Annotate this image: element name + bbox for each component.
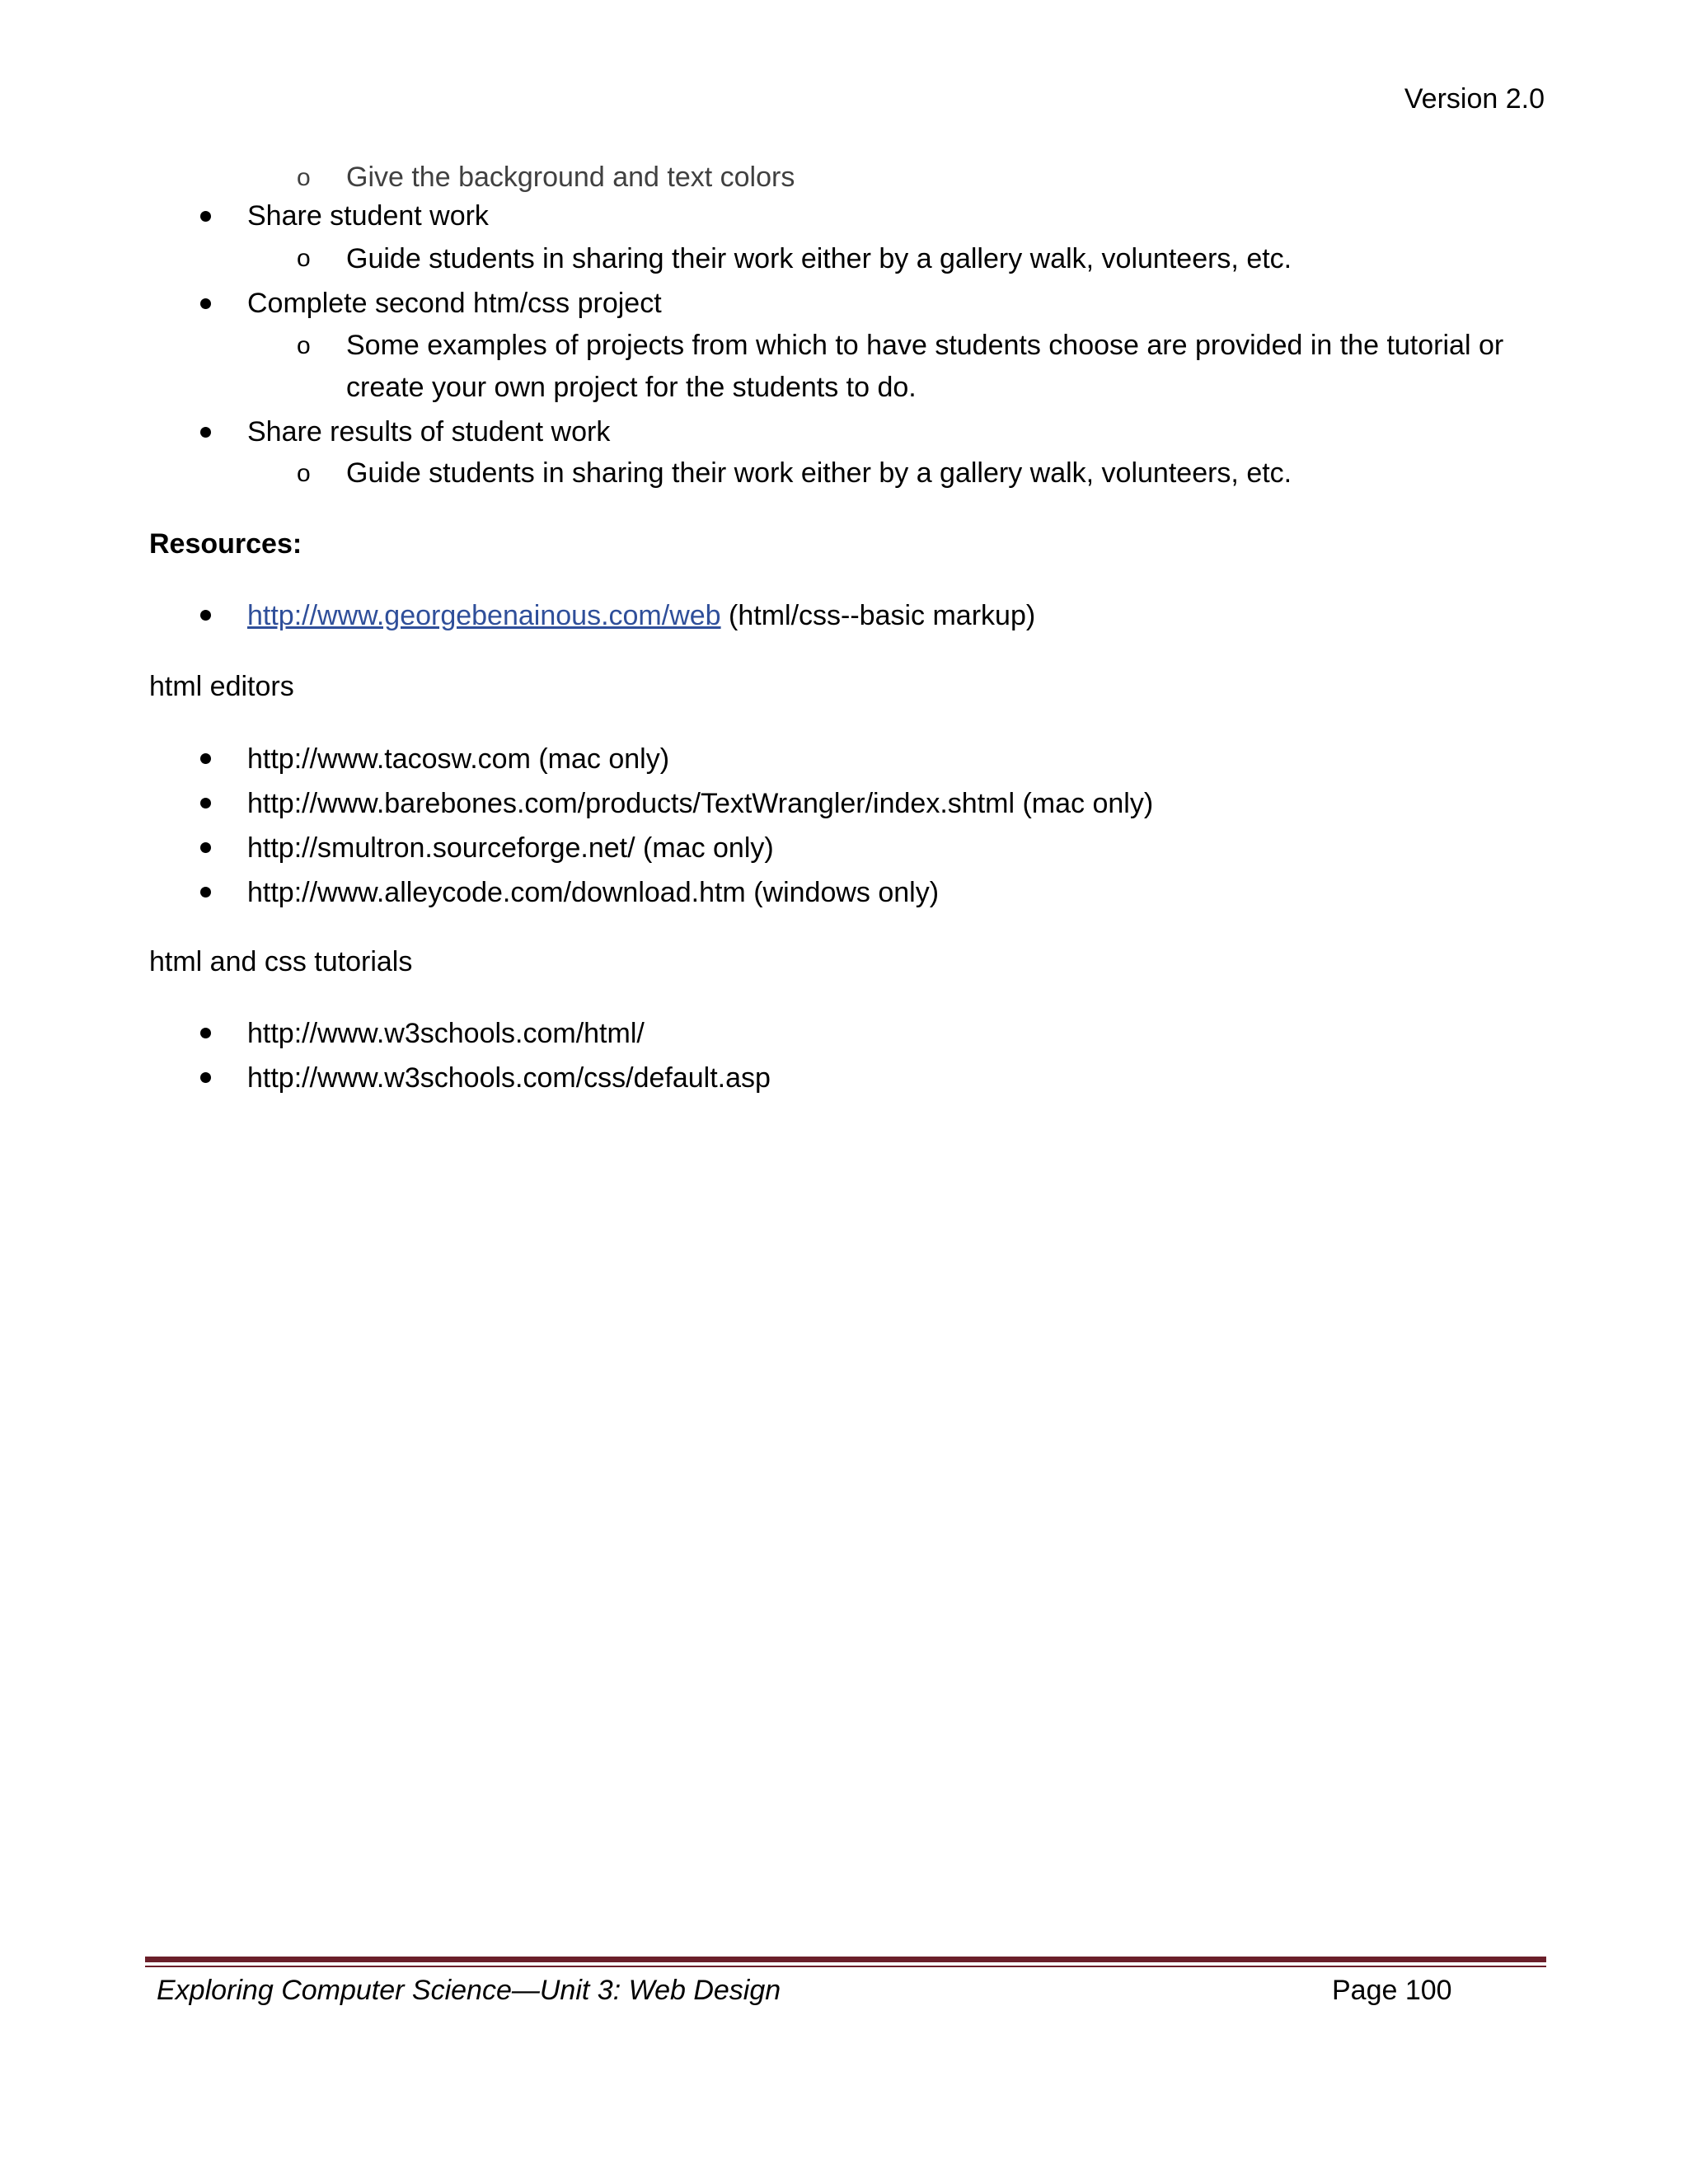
bullet-marker: [200, 1072, 211, 1083]
tutorials-heading: html and css tutorials: [149, 946, 413, 977]
item-share-student-work: Share student work: [247, 200, 489, 232]
item-second-project: Complete second htm/css project: [247, 288, 662, 319]
resources-link[interactable]: http://www.georgebenainous.com/web: [247, 600, 721, 631]
sub-item-background-colors: Give the background and text colors: [346, 162, 795, 193]
bullet-marker: [200, 1028, 211, 1038]
resources-link-row: [247, 598, 1035, 634]
sub-bullet-marker: o: [297, 460, 311, 487]
footer-rule: [145, 1957, 1546, 1962]
sub-item-second-project-line2: create your own project for the students to do.: [346, 372, 917, 403]
bullet-marker: [200, 842, 211, 853]
bullet-marker: [200, 798, 211, 808]
editor-item: http://www.tacosw.com (mac only): [247, 743, 670, 775]
tutorial-item: http://www.w3schools.com/css/default.asp: [247, 1062, 771, 1094]
editor-item: http://www.alleycode.com/download.htm (windows only): [247, 877, 940, 908]
bullet-marker: [200, 298, 211, 309]
sub-bullet-marker: o: [297, 164, 311, 191]
footer-rule-thin: [145, 1966, 1546, 1967]
resources-link-suffix: (html/css--basic markup): [720, 600, 1036, 631]
bullet-marker: [200, 610, 211, 621]
tutorial-item: http://www.w3schools.com/html/: [247, 1018, 645, 1049]
editor-item: http://www.barebones.com/products/TextWrangler/index.shtml (mac only): [247, 788, 1154, 819]
editor-item: http://smultron.sourceforge.net/ (mac only): [247, 832, 774, 864]
sub-item-share-work: Guide students in sharing their work either by a gallery walk, volunteers, etc.: [346, 243, 1292, 274]
resources-heading: Resources:: [149, 528, 302, 560]
sub-item-second-project-line1: Some examples of projects from which to have students choose are provided in the tutorial or: [346, 330, 1504, 361]
footer-title: Exploring Computer Science—Unit 3: Web Design: [157, 1975, 781, 2006]
item-share-results: Share results of student work: [247, 416, 611, 448]
bullet-marker: [200, 753, 211, 764]
sub-item-share-results: Guide students in sharing their work either by a gallery walk, volunteers, etc.: [346, 457, 1292, 489]
page-number: Page 100: [1332, 1975, 1452, 2006]
bullet-marker: [200, 887, 211, 898]
bullet-marker: [200, 211, 211, 222]
bullet-marker: [200, 427, 211, 438]
version-label: Version 2.0: [1404, 83, 1545, 115]
sub-bullet-marker: o: [297, 245, 311, 272]
editors-heading: html editors: [149, 671, 294, 702]
sub-bullet-marker: o: [297, 332, 311, 359]
